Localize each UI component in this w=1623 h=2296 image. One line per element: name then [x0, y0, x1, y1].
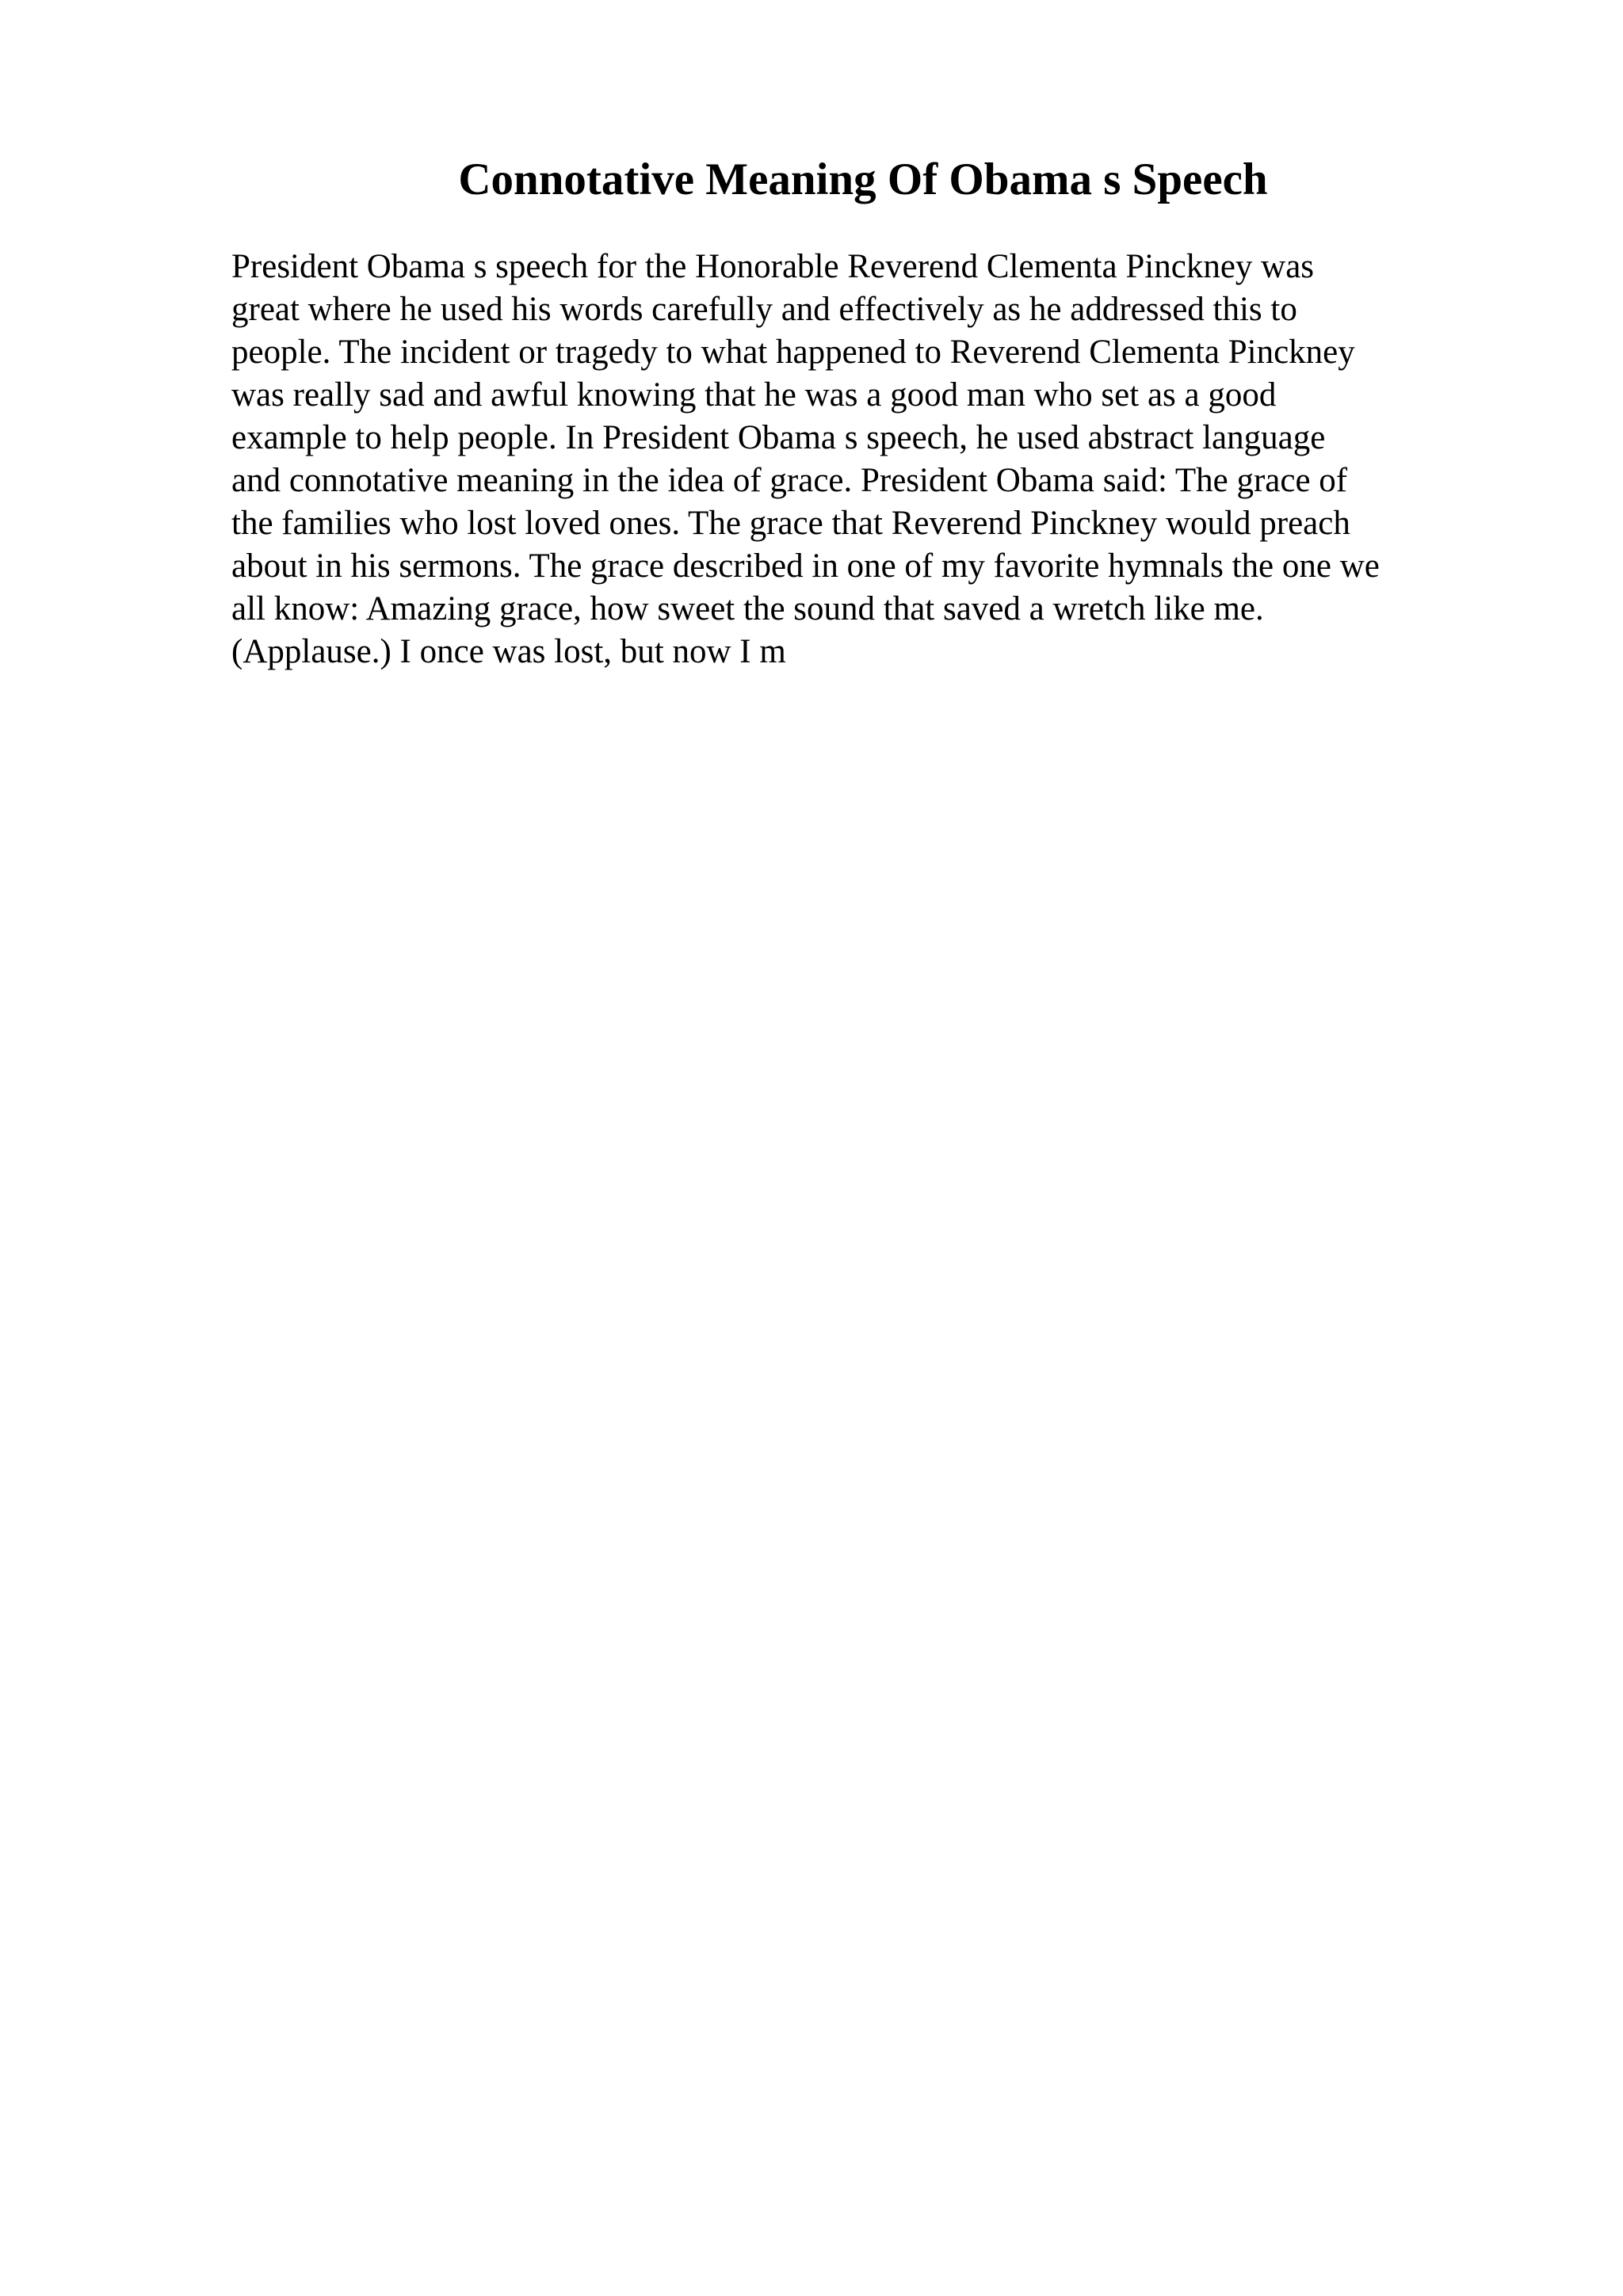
- paragraph-line: was really sad and awful knowing that he was a good man who set as a good: [231, 376, 1277, 414]
- paragraph-line: and connotative meaning in the idea of grace. President Obama said: The grace of: [231, 462, 1348, 499]
- body-paragraph: [231, 246, 1499, 673]
- paragraph-line: all know: Amazing grace, how sweet the sound that saved a wretch like me.: [231, 590, 1264, 627]
- paragraph-line: example to help people. In President Obama s speech, he used abstract language: [231, 419, 1326, 456]
- paragraph-line: the families who lost loved ones. The grace that Reverend Pinckney would preach: [231, 505, 1350, 542]
- paragraph-line: (Applause.) I once was lost, but now I m: [231, 633, 786, 670]
- document-title: Connotative Meaning Of Obama s Speech: [458, 154, 1268, 204]
- paragraph-line: great where he used his words carefully and effectively as he addressed this to: [231, 291, 1297, 328]
- paragraph-line: President Obama s speech for the Honorable Reverend Clementa Pinckney was: [231, 248, 1315, 285]
- paragraph-line: about in his sermons. The grace described in one of my favorite hymnals the one we: [231, 547, 1380, 585]
- paragraph-line: people. The incident or tragedy to what happened to Reverend Clementa Pinckney: [231, 334, 1355, 371]
